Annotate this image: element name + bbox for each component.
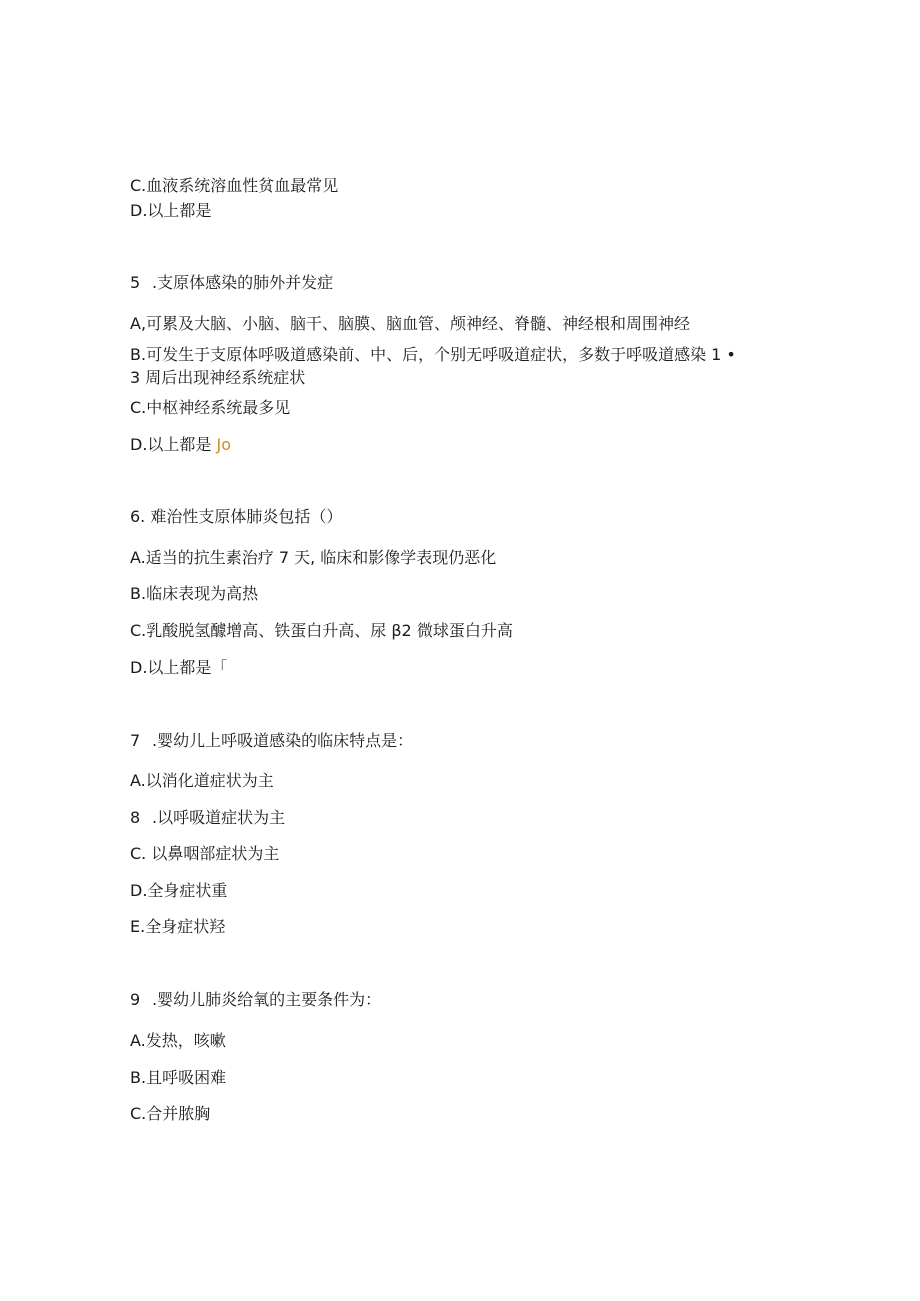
q7-option-8 (130, 808, 285, 828)
q6-option-b: B.临床表现为高热 (130, 584, 259, 603)
q4-option-d: D.以上都是 (130, 201, 212, 220)
q5-stem (130, 273, 333, 293)
q5-stem-text: .支原体感染的肺外并发症 (152, 273, 334, 292)
q5-option-b-line2: 3 周后出现神经系统症状 (130, 368, 306, 387)
q5-number: 5 (130, 273, 141, 292)
q6-option-d: D.以上都是「 (130, 658, 228, 677)
q9-stem (130, 990, 381, 1010)
q7-option-d: D.全身症状重 (130, 881, 228, 900)
q7-option-a: A.以消化道症状为主 (130, 771, 274, 790)
q7-stem (130, 731, 413, 751)
q5-option-d (130, 435, 231, 455)
q9-option-c: C.合并脓胸 (130, 1104, 211, 1123)
q9-number: 9 (130, 990, 141, 1009)
q5-option-b-line1: B.可发生于支原体呼吸道感染前、中、后，个别无呼吸道症状，多数于呼吸道感染 1 • (130, 345, 736, 364)
q9-option-a: A.发热，咳嗽 (130, 1031, 226, 1050)
q5-option-d-text: D.以上都是 (130, 435, 212, 454)
q7-option-c: C. 以鼻咽部症状为主 (130, 844, 280, 863)
q9-stem-text: .婴幼儿肺炎给氧的主要条件为： (152, 990, 382, 1009)
q6-option-c: C.乳酸脱氢醵增高、铁蛋白升高、尿 β2 微球蛋白升高 (130, 621, 513, 640)
q5-option-a: A,可累及大脑、小脑、脑干、脑膜、脑血管、颅神经、脊髓、神经根和周围神经 (130, 314, 691, 333)
q5-option-d-mark: Jo (216, 435, 232, 454)
q7-option-8-text: .以呼吸道症状为主 (152, 808, 286, 827)
q6-option-a: A.适当的抗生素治疗 7 天, 临床和影像学表现仍恶化 (130, 548, 497, 567)
q5-option-c: C.中枢神经系统最多见 (130, 398, 291, 417)
q7-stem-text: .婴幼儿上呼吸道感染的临床特点是： (152, 731, 414, 750)
q6-stem: 6. 难治性支原体肺炎包括（） (130, 507, 343, 526)
q7-number: 7 (130, 731, 141, 750)
q7-option-e: E.全身症状羟 (130, 917, 226, 936)
q9-option-b: B.且呼吸困难 (130, 1068, 227, 1087)
q7-option-8-number: 8 (130, 808, 141, 827)
q4-option-c: C.血液系统溶血性贫血最常见 (130, 176, 339, 195)
